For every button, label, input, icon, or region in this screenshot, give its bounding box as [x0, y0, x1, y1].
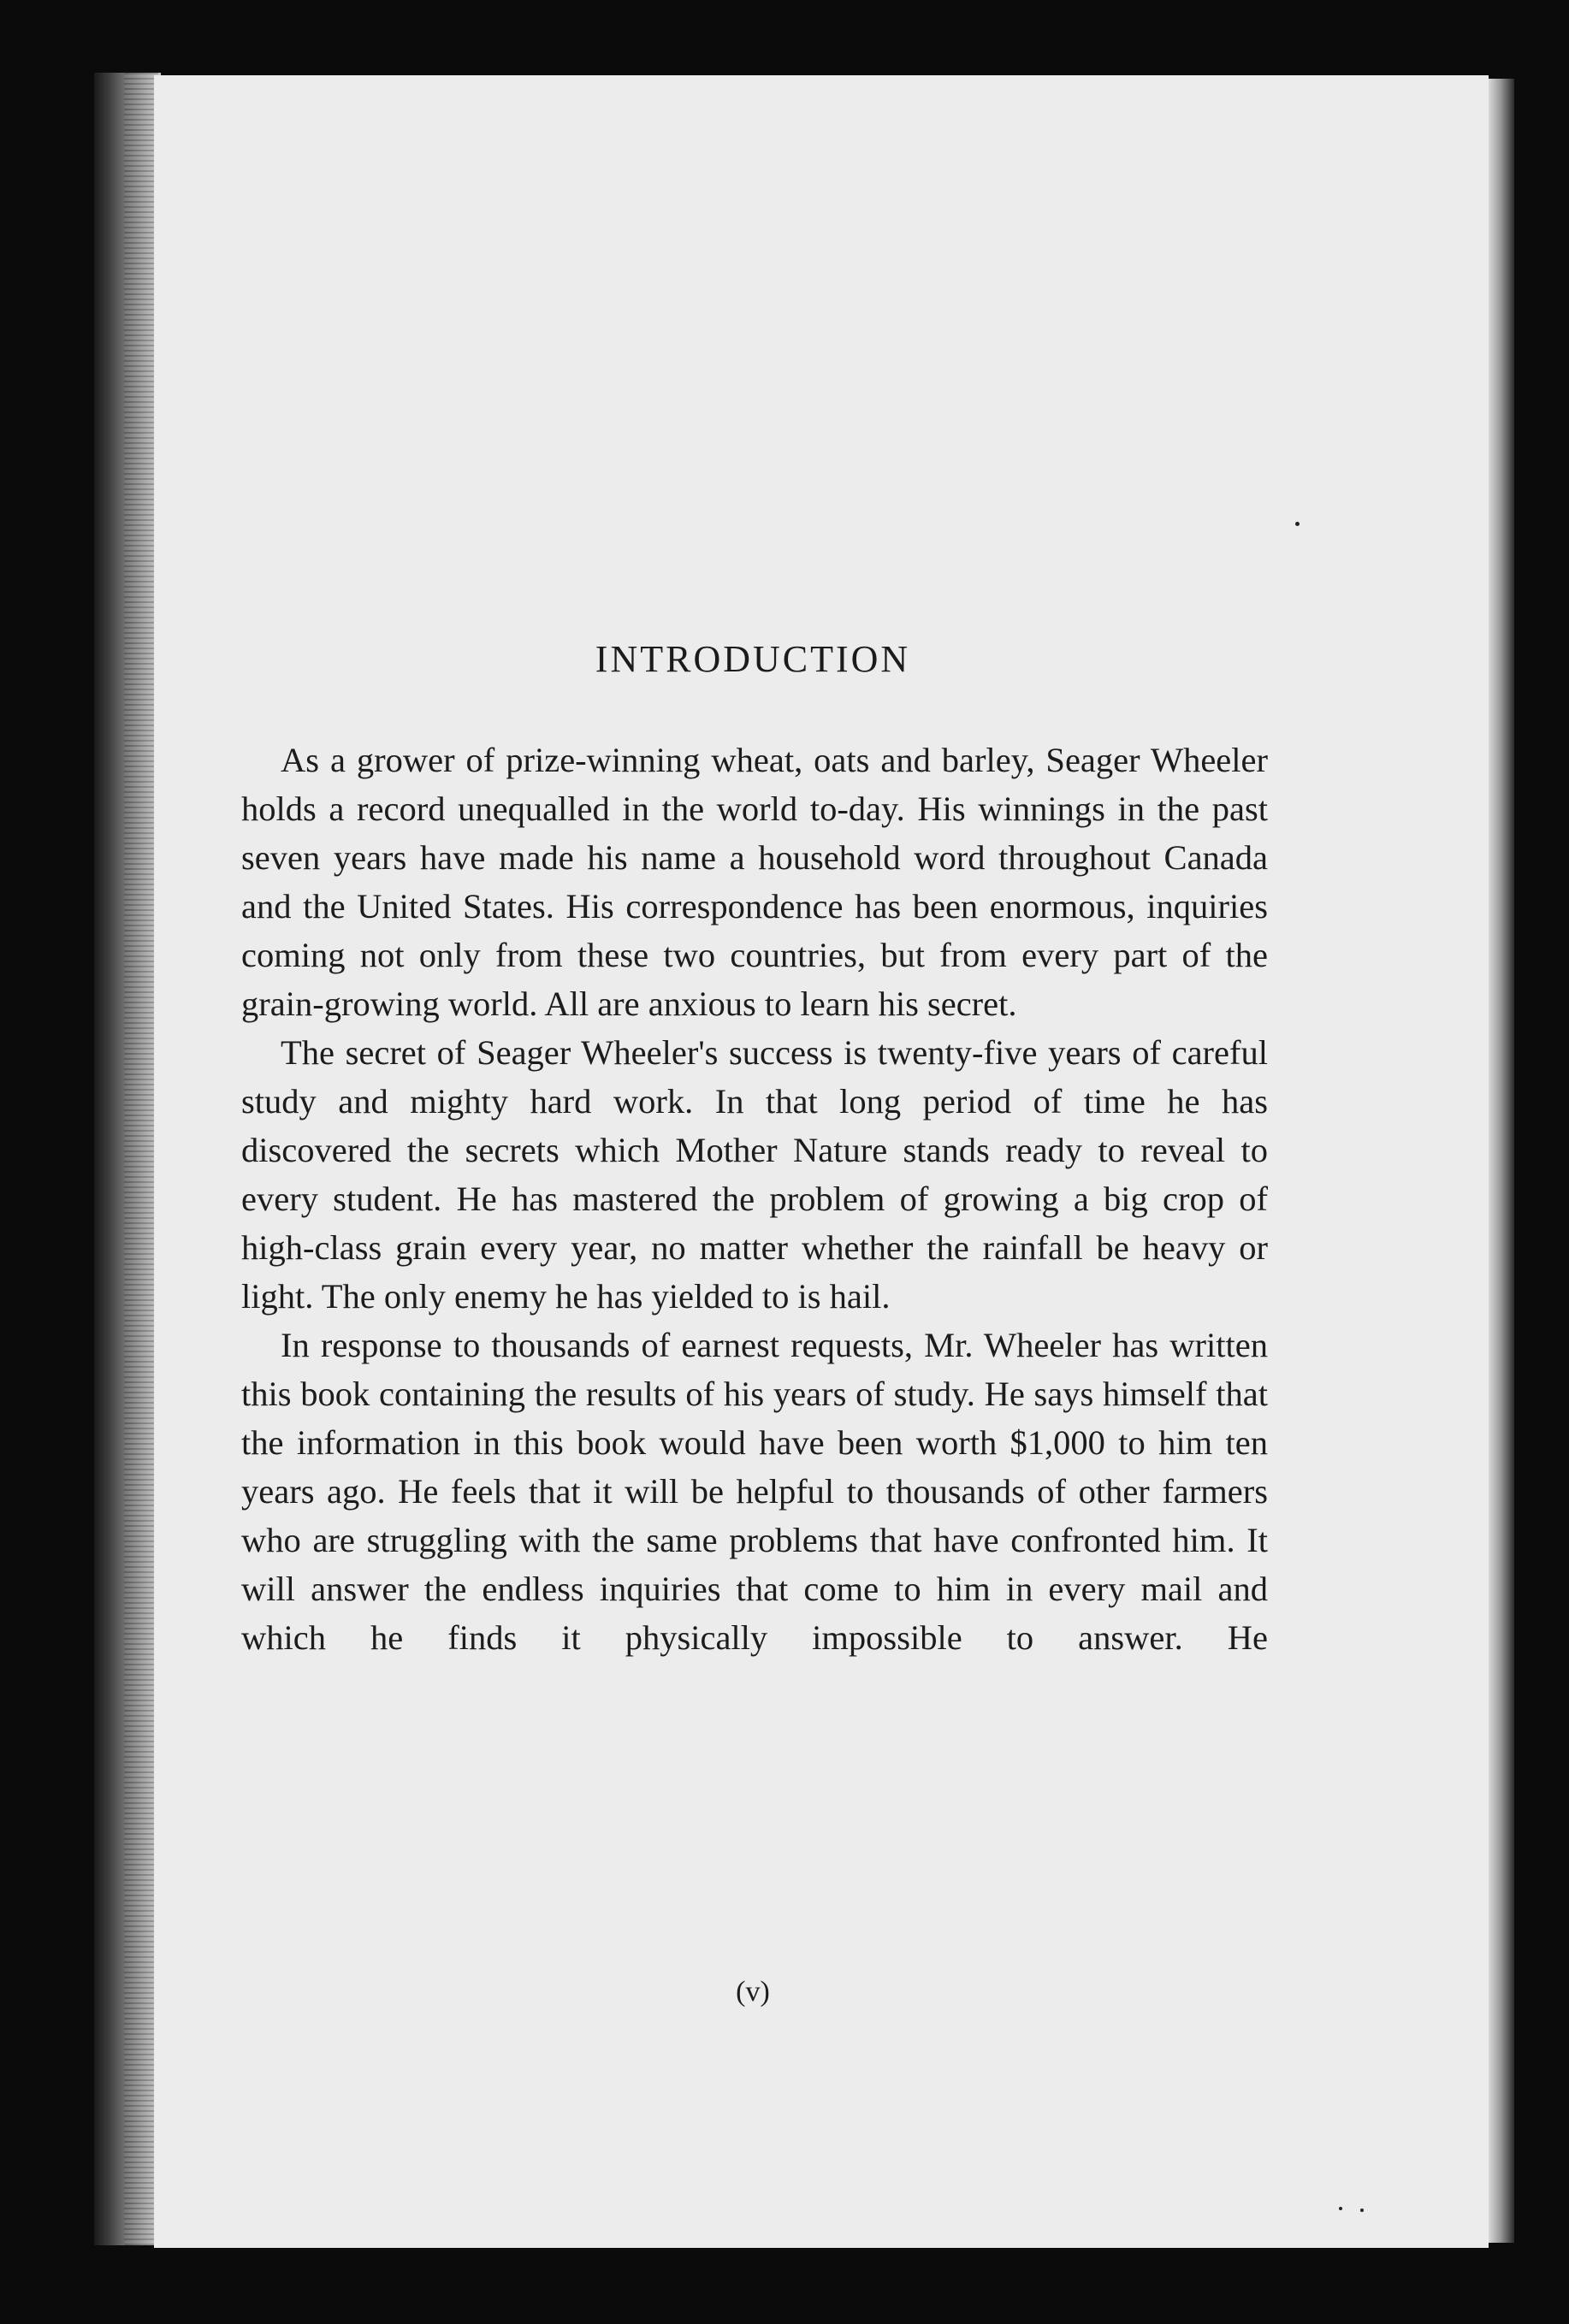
paragraph: In response to thousands of earnest requests, Mr. Wheeler has written this book containing the results of his years of study. He says himself that the information in this book would have been worth $1,000 to him ten years ago. He feels that it will be helpful to thousands of other farmers who are struggling with the same problems that have confronted him. It will answer the endless inquiries that come to him in every mail and which he finds it physically impossible to answer. He	[241, 1326, 1268, 1657]
page-right-edge	[1489, 79, 1514, 2243]
page-number: (v)	[736, 1976, 770, 2008]
body-text	[241, 736, 1268, 1662]
scan-speck	[1339, 2207, 1342, 2210]
scan-speck	[1295, 522, 1300, 526]
paragraph: The secret of Seager Wheeler's success is twenty-five years of careful study and mighty hard work. In that long period of time he has discovered the secrets which Mother Nature stands ready to reveal to every student. He has mastered the problem of growing a big crop of high-class grain every year, no matter whether the rainfall be heavy or light. The only enemy he has yielded to is hail.	[241, 1033, 1268, 1316]
paragraph: As a grower of prize-winning wheat, oats and barley, Seager Wheeler holds a record unequalled in the world to-day. His winnings in the past seven years have made his name a household word throughout Canada and the United States. His correspondence has been enormous, inquiries coming not only from these two countries, but from every part of the grain-growing world. All are anxious to learn his secret.	[241, 741, 1268, 1023]
chapter-heading: INTRODUCTION	[595, 638, 911, 680]
scan-speck	[1360, 2209, 1364, 2212]
book-page-edges	[124, 73, 158, 2245]
